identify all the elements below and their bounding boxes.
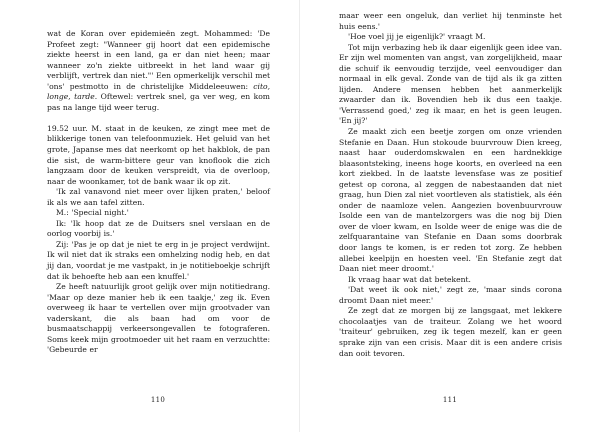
right-paragraph-1: maar weer een ongeluk, dan verliet hij tenminste het huis eens.': [339, 11, 562, 31]
left-paragraph-6: Zij: 'Pas je op dat je niet te erg in je project verdwijnt. Ik wil niet dat ik straks een omhelzing nodig heb, en dat jij dan, voordat je me vastpakt, in je notitieboekje schrijft dat ik behoefte heb aan een knuffel.': [47, 239, 270, 281]
right-paragraph-7: Ze zegt dat ze morgen bij ze langsgaat, met lekkere chocolaatjes van de traiteur. Zolang we het woord 'traiteur' gebruiken, zeg ik tegen mezelf, kan er geen sprake zijn van een crisis. Maar dit is een andere crisis dan ooit tevoren.: [339, 306, 562, 358]
right-paragraph-4: Ze maakt zich een beetje zorgen om onze vrienden Stefanie en Daan. Hun stokoude buurvrouw Dien kreeg, naast haar ouderdomskwalen en een hardnekkige blaasontsteking, ineens hoge koorts, en overleed na een kort ziekbed. In de laatste levensfase was ze positief getest op corona, al zeggen de nabestaanden dat niet graag, hun Dien zal niet voortleven als statistiek, als één onder de naamloze velen. Aangezien bovenbuurvrouw Isolde een van de mantelzorgers was die nog bij Dien over de vloer kwam, en Isolde weer de enige was die de zelfquarantaine van Stefanie en Daan soms doorbrak door langs te komen, is er reden tot zorg. Ze hebben allebei keelpijn en hoesten veel. 'En Stefanie zegt dat Daan niet meer droomt.': [339, 127, 562, 274]
right-paragraph-3: Tot mijn verbazing heb ik daar eigenlijk geen idee van. Er zijn wel momenten van angst, van zorgelijkheid, maar die schuif ik eenvoudig terzijde, veel eenvoudiger dan normaal in elk geval. Zonde van de tijd als ik ga zitten lijden. Andere mensen hebben het aanmerkelijk zwaarder dan ik. Bovendien heb ik dus een taakje. 'Verrassend goed,' zeg ik maar, en het is geen leugen. 'En jij?': [339, 42, 562, 126]
left-paragraph-4: M.: 'Special night.': [56, 208, 129, 218]
right-page-number: 111: [442, 396, 458, 404]
left-paragraph-5: Ik: 'Ik hoop dat ze de Duitsers snel verslaan en de oorlog voorbij is.': [47, 218, 270, 239]
left-paragraph-2: 19.52 uur. M. staat in de keuken, ze zingt mee met de blikkerige tonen van telefoonmuziek. Het geluid van het grote, Japanse mes dat neerkomt op het hakblok, de pan die sist, de warm-bittere geur van knoflook die zich langzaam door de keuken verspreidt, via de overloop, naar de woonkamer, tot de bank waar ik op zit.: [47, 123, 270, 186]
right-paragraph-5: Ik vraag haar wat dat betekent.: [348, 274, 471, 284]
right-paragraph-6: 'Dat weet ik ook niet,' zegt ze, 'maar sinds corona droomt Daan niet meer.': [339, 285, 562, 305]
left-page-number: 110: [150, 396, 166, 404]
left-paragraph-3: 'Ik zal vanavond niet meer over lijken praten,' beloof ik als we aan tafel zitten.: [47, 187, 270, 207]
section-break: [47, 113, 270, 124]
left-paragraph-7: Ze heeft natuurlijk groot gelijk over mijn notitiedrang. 'Maar op deze manier heb ik een taakje,' zeg ik. Even overweeg ik haar te vertellen over mijn grootvader van vaderskant, die als baan had om voor de busmaatschappij verkeersongevallen te fotograferen. Soms keek mijn grootmoeder uit het raam en verzuchtte: 'Gebeurde er: [47, 282, 270, 355]
latin-motto: cito, longe, tarde: [47, 81, 270, 102]
right-paragraph-2: 'Hoe voel jij je eigenlijk?' vraagt M.: [348, 32, 486, 42]
left-page-text: [47, 29, 270, 356]
left-paragraph-1: wat de Koran over epidemieën zegt. Mohammed: 'De Profeet zegt: "Wanneer gij hoort dat een epidemische ziekte heerst in een land, ga er dan niet heen; maar wanneer zo'n ziekte uitbreekt in het land waar gij verblijft, vertrek dan niet."' Een opmerkelijk verschil met 'ons' pestmotto in de christelijke Middeleeuwen: cito, longe, tarde. Oftewel: vertrek snel, ga ver weg, en kom pas na lange tijd weer terug.: [47, 29, 270, 112]
right-page: [300, 0, 600, 432]
right-page-text: [339, 11, 562, 359]
